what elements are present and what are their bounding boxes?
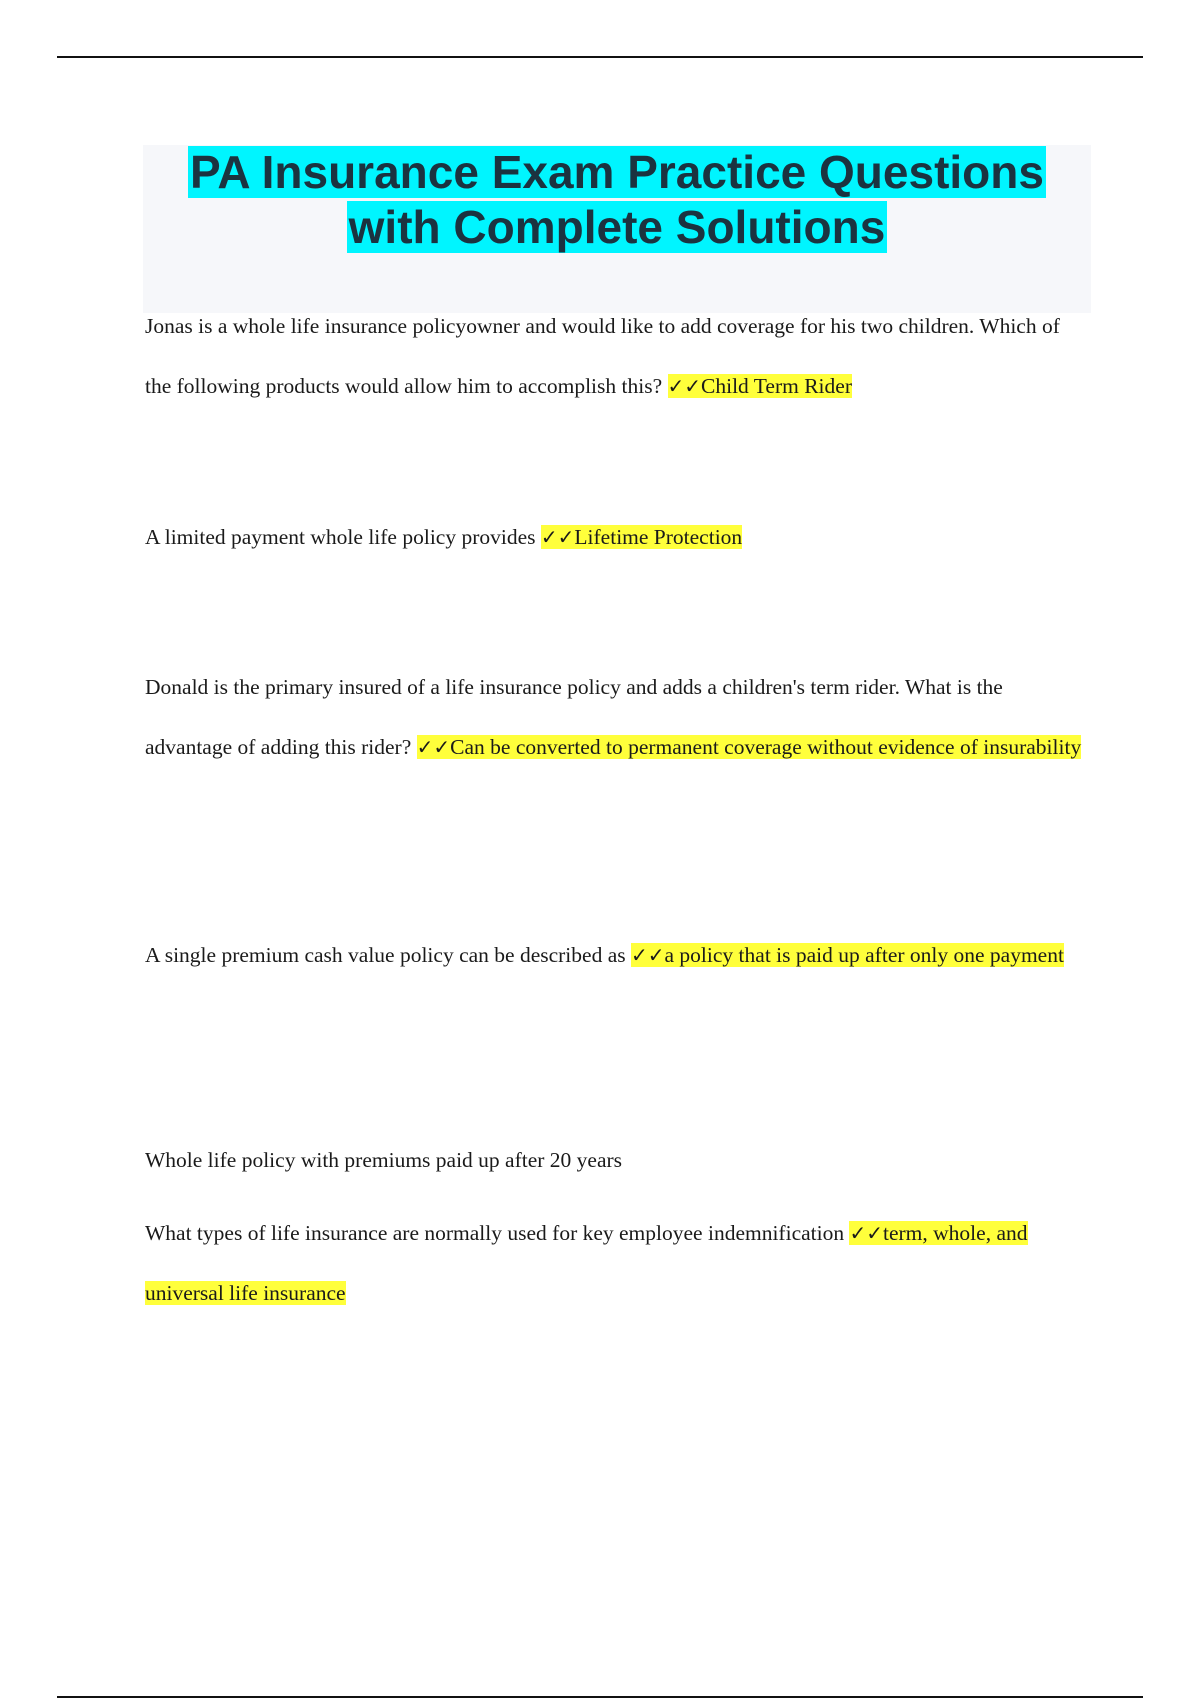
qa-item-6 [145,1203,1085,1323]
question-text: A single premium cash value policy can be described as [145,943,626,967]
check-icon: ✓✓ [540,525,575,549]
question-text: Whole life policy with premiums paid up after 20 years [145,1148,623,1172]
answer-text: term, whole, and universal life insurance [145,1221,1028,1305]
question-text: A limited payment whole life policy provides [145,525,536,549]
top-rule [57,56,1143,58]
check-icon: ✓✓ [667,374,702,398]
answer-highlight [631,943,1064,967]
title-block [143,145,1091,313]
answer-text: Lifetime Protection [574,525,743,549]
bottom-rule [57,1696,1143,1698]
answer-highlight [417,735,1082,759]
answer-text: Can be converted to permanent coverage without evidence of insurability [450,735,1082,759]
question-text: What types of life insurance are normally used for key employee indemnification [145,1221,845,1245]
answer-highlight [541,525,742,549]
answer-text: a policy that is paid up after only one payment [664,943,1064,967]
answer-highlight [668,374,853,398]
qa-item-2 [145,507,1085,567]
question-text: Jonas is a whole life insurance policyowner and would like to add coverage for his two children. Which of the following products would allow him to accomplish this? [145,314,1060,398]
qa-item-4 [145,925,1085,985]
qa-item-5 [145,1130,1085,1190]
check-icon: ✓✓ [416,735,451,759]
check-icon: ✓✓ [849,1221,883,1245]
qa-item-1 [145,296,1085,416]
page-title-line-2: with Complete Solutions [348,201,886,253]
page-title-line-1: PA Insurance Exam Practice Questions [190,146,1044,198]
answer-text: Child Term Rider [701,374,852,398]
qa-item-3 [145,657,1085,777]
check-icon: ✓✓ [631,943,665,967]
question-text: Donald is the primary insured of a life insurance policy and adds a children's term rider. What is the advantage of adding this rider? [145,675,1003,759]
